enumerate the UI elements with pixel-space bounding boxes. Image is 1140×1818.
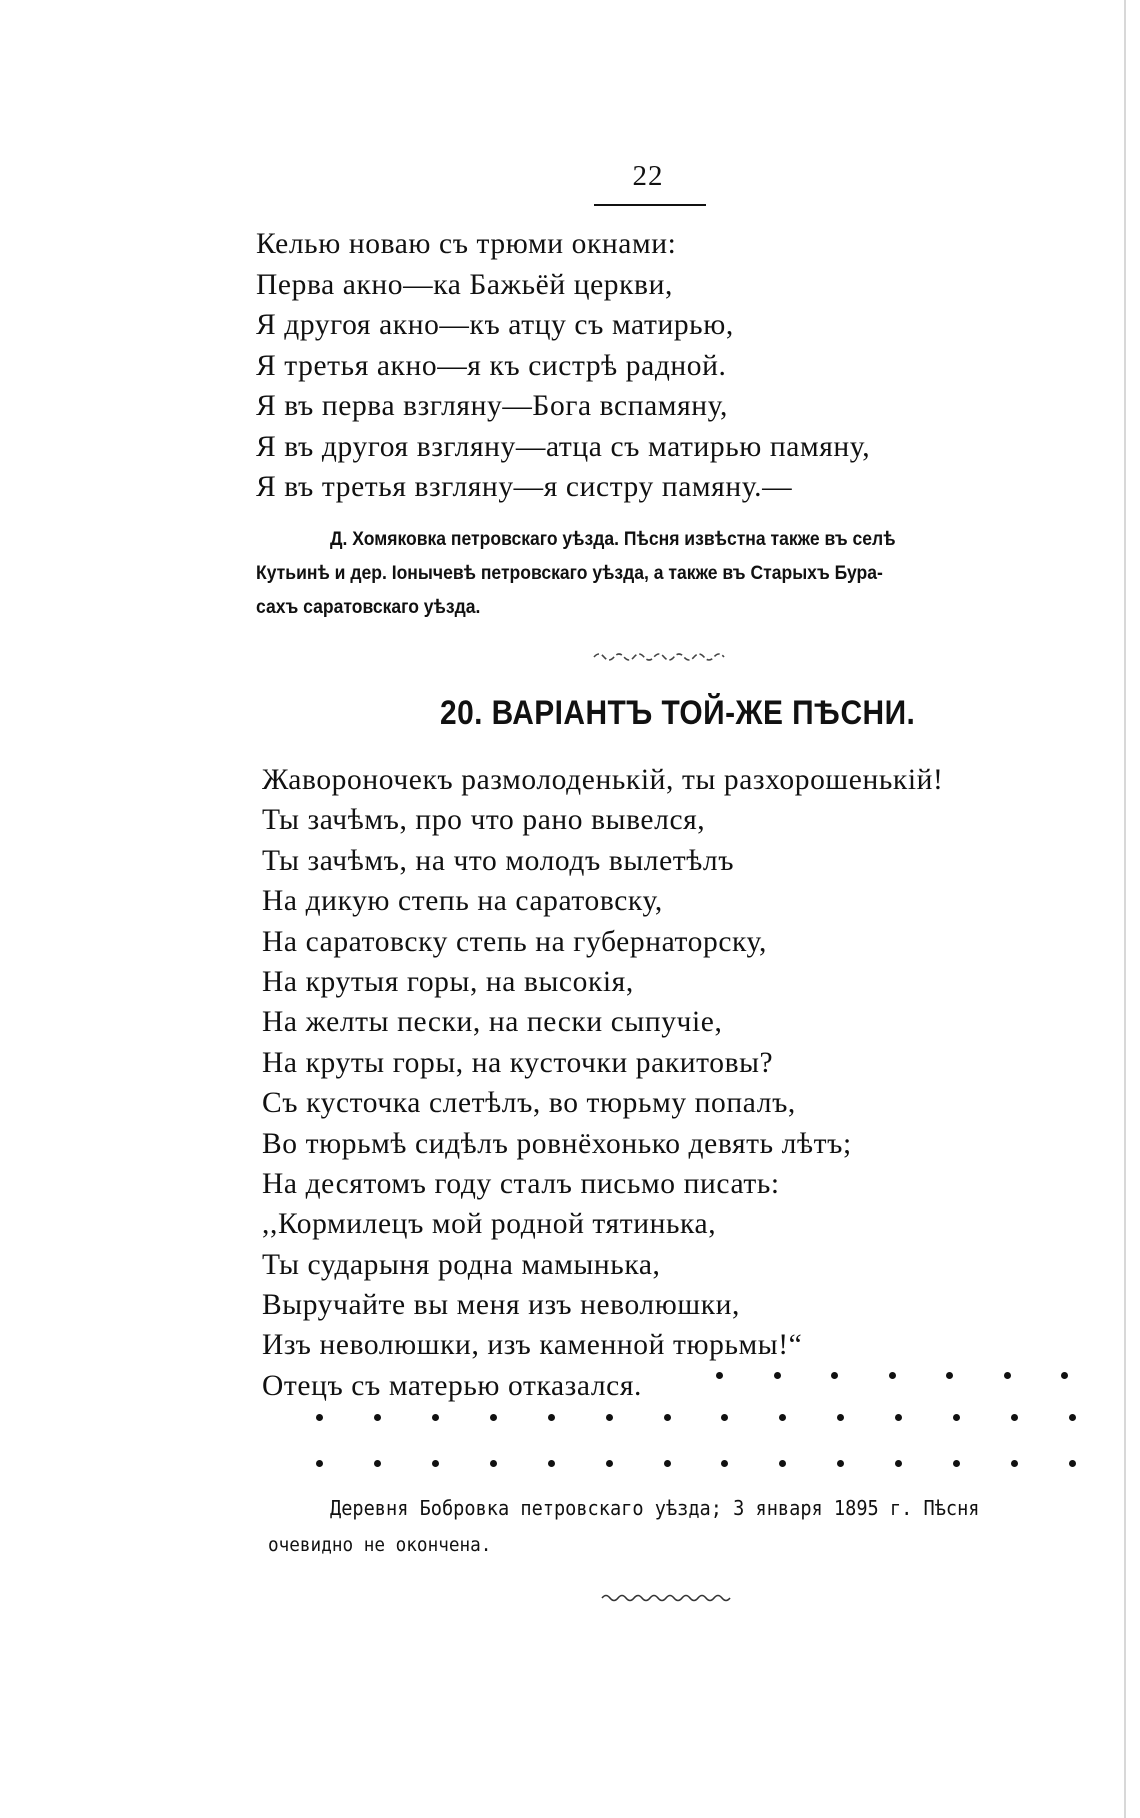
source-note-line: Деревня Бобровка петровскаго уѣзда; 3 января 1895 г. Пѣсня: [330, 1496, 980, 1520]
verse-line: Ты зачѣмъ, на что молодъ вылетѣлъ: [262, 844, 735, 877]
page-number: 22: [632, 160, 664, 192]
source-note-line: сахъ саратовскаго уѣзда.: [256, 596, 481, 618]
verse-line: Я въ перва взгляну—Бога вспамяну,: [256, 390, 729, 422]
verse-line: Я въ третья взгляну—я систру памяну.—: [256, 471, 793, 503]
verse-line: Ты сударыня родна мамынька,: [262, 1248, 661, 1281]
verse-line: Съ кусточка слетѣлъ, во тюрьму попалъ,: [262, 1087, 796, 1120]
verse-line: На желты пески, на пески сыпучіе,: [262, 1006, 723, 1039]
verse-block-top: [256, 224, 870, 508]
verse-line: Жавороночекъ размолоденькій, ты разхорошенькій!: [262, 764, 944, 796]
verse-line: Я въ другоя взгляну—атца съ матирью памяну,: [256, 430, 871, 463]
wavy-ornament: [592, 650, 732, 664]
verse-line: Ты зачѣмъ, про что рано вывелся,: [262, 804, 706, 837]
source-note-line: очевидно не окончена.: [268, 1534, 492, 1556]
source-note-line: Кутьинѣ и дер. Іонычевѣ петровскаго уѣзда, а также въ Старыхъ Бура-: [256, 562, 883, 584]
wavy-ornament: [600, 1592, 732, 1604]
verse-block-bottom: [262, 760, 943, 1406]
verse-line: Перва акно—ка Бажьёй церкви,: [256, 268, 673, 301]
verse-line: На дикую степь на саратовску,: [262, 885, 663, 918]
verse-line: На саратовску степь на губернаторску,: [262, 925, 767, 958]
ellipsis-dots-row: [316, 1460, 1076, 1467]
verse-line: Во тюрьмѣ сидѣлъ ровнёхонько девять лѣтъ;: [262, 1127, 852, 1160]
verse-line: Изъ неволюшки, изъ каменной тюрьмы!“: [262, 1329, 803, 1362]
verse-line: ,,Кормилецъ мой родной тятинька,: [262, 1208, 717, 1241]
page-number-rule: [594, 204, 706, 206]
verse-line: Отецъ съ матерью отказался.: [262, 1369, 643, 1402]
verse-line: Я другоя акно—къ атцу съ матирью,: [256, 309, 734, 341]
verse-line: На десятомъ году сталъ письмо писать:: [262, 1167, 780, 1200]
page-edge-line: [1124, 0, 1126, 1818]
verse-line: Выручайте вы меня изъ неволюшки,: [262, 1289, 741, 1322]
section-title: 20. ВАРІАНТЪ ТОЙ-ЖЕ ПѢСНИ.: [440, 694, 916, 732]
source-note-line: Д. Хомяковка петровскаго уѣзда. Пѣсня извѣстна также въ селѣ: [330, 528, 896, 550]
verse-line: Я третья акно—я къ систрѣ радной.: [256, 349, 727, 382]
ellipsis-dots-trailing: [716, 1372, 1068, 1379]
verse-line: На круты горы, на кусточки ракитовы?: [262, 1046, 774, 1079]
verse-line: Келью новаю съ трюми окнами:: [256, 228, 677, 260]
ellipsis-dots-row: [316, 1414, 1076, 1421]
verse-line: На крутыя горы, на высокія,: [262, 965, 634, 998]
